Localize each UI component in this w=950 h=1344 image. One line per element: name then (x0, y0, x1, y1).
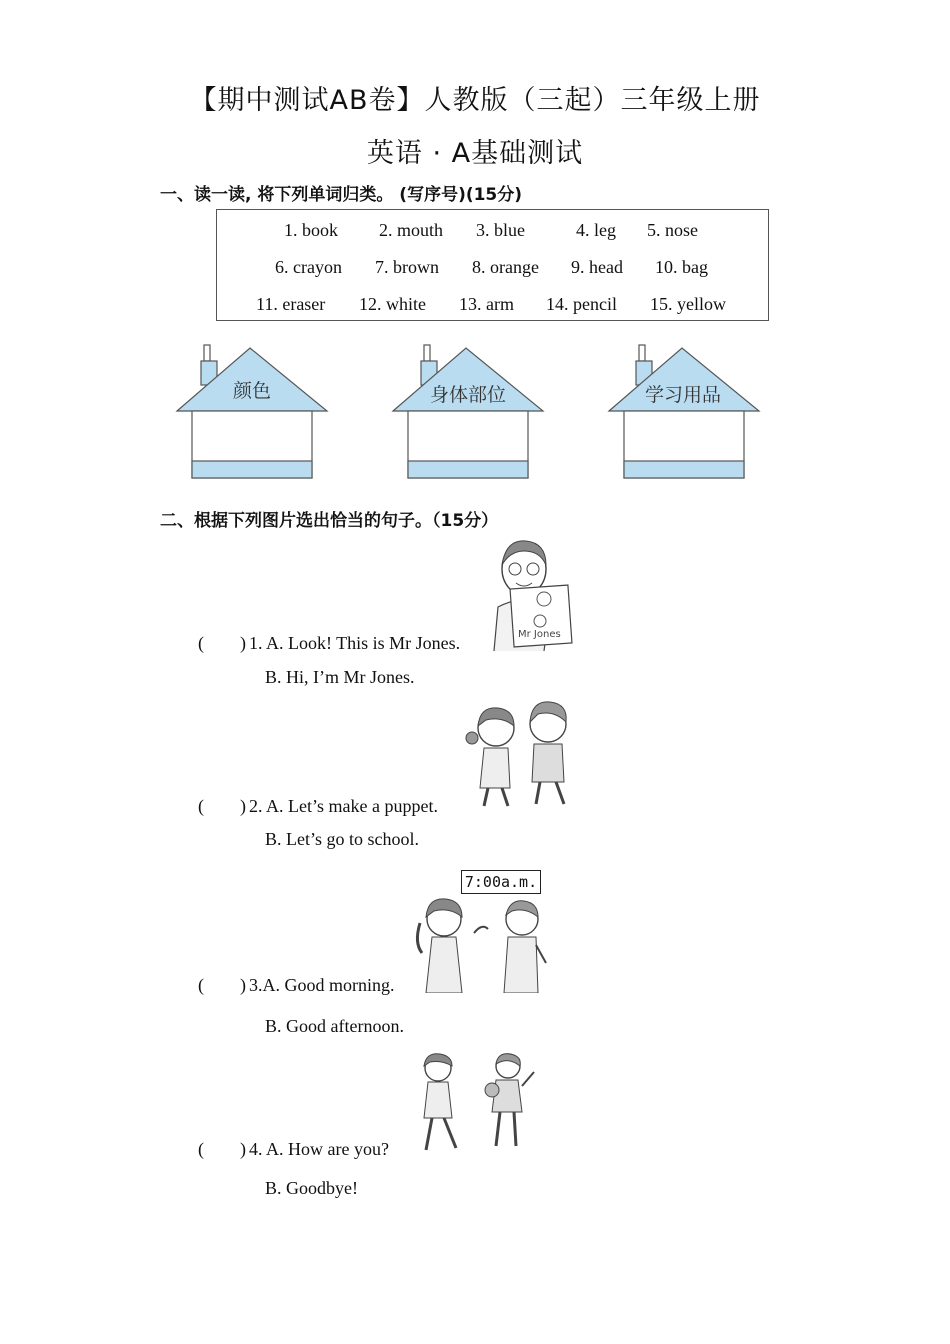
question-4-option-b: B. Goodbye! (265, 1178, 358, 1198)
answer-bracket-close: ) (240, 975, 246, 995)
answer-bracket-close: ) (240, 633, 246, 653)
question-2-option-b: B. Let’s go to school. (265, 829, 419, 849)
word-item: 14. pencil (546, 294, 617, 314)
house-body-parts (393, 345, 543, 478)
page-subtitle: 英语 · A基础测试 (366, 138, 584, 169)
word-item: 3. blue (476, 220, 525, 240)
word-box (216, 209, 769, 321)
word-item: 15. yellow (650, 294, 726, 314)
word-item: 8. orange (472, 257, 539, 277)
question-1-option-a: 1. A. Look! This is Mr Jones. (249, 633, 461, 653)
house-school-supplies (609, 345, 759, 478)
house-label: 颜色 (232, 380, 272, 402)
word-item: 6. crayon (275, 257, 342, 277)
house-label: 学习用品 (644, 384, 722, 406)
puppet-sign-text: Mr Jones (518, 629, 561, 640)
illustration-mr-jones (484, 535, 574, 651)
word-item: 11. eraser (256, 294, 326, 314)
word-item: 9. head (571, 257, 623, 277)
word-item: 12. white (359, 294, 426, 314)
word-item: 1. book (284, 220, 338, 240)
word-item: 7. brown (375, 257, 439, 277)
word-item: 4. leg (576, 220, 616, 240)
section1-heading: 一、读一读, 将下列单词归类。 (写序号)(15分) (160, 185, 523, 205)
word-item: 10. bag (655, 257, 708, 277)
answer-bracket-open[interactable]: ( (198, 1139, 204, 1159)
answer-bracket-open[interactable]: ( (198, 633, 204, 653)
houses-row (0, 335, 950, 485)
clock-sign: 7:00a.m. (461, 870, 541, 894)
illustration-goodbye (412, 1050, 542, 1156)
question-3-option-b: B. Good afternoon. (265, 1016, 404, 1036)
answer-bracket-close: ) (240, 1139, 246, 1159)
word-item: 13. arm (459, 294, 514, 314)
page-title: 【期中测试AB卷】人教版（三起）三年级上册 (189, 85, 761, 116)
question-3-option-a: 3.A. Good morning. (249, 975, 395, 995)
illustration-good-morning (412, 893, 552, 993)
word-item: 2. mouth (379, 220, 444, 240)
word-item: 5. nose (647, 220, 698, 240)
answer-bracket-open[interactable]: ( (198, 975, 204, 995)
answer-bracket-open[interactable]: ( (198, 796, 204, 816)
answer-bracket-close: ) (240, 796, 246, 816)
question-2-option-a: 2. A. Let’s make a puppet. (249, 796, 438, 816)
house-colors (177, 345, 327, 478)
question-1-option-b: B. Hi, I’m Mr Jones. (265, 667, 415, 687)
section2-heading: 二、根据下列图片选出恰当的句子。（15分） (160, 511, 499, 531)
house-label: 身体部位 (429, 384, 507, 406)
question-4-option-a: 4. A. How are you? (249, 1139, 389, 1159)
illustration-go-to-school (462, 698, 582, 814)
